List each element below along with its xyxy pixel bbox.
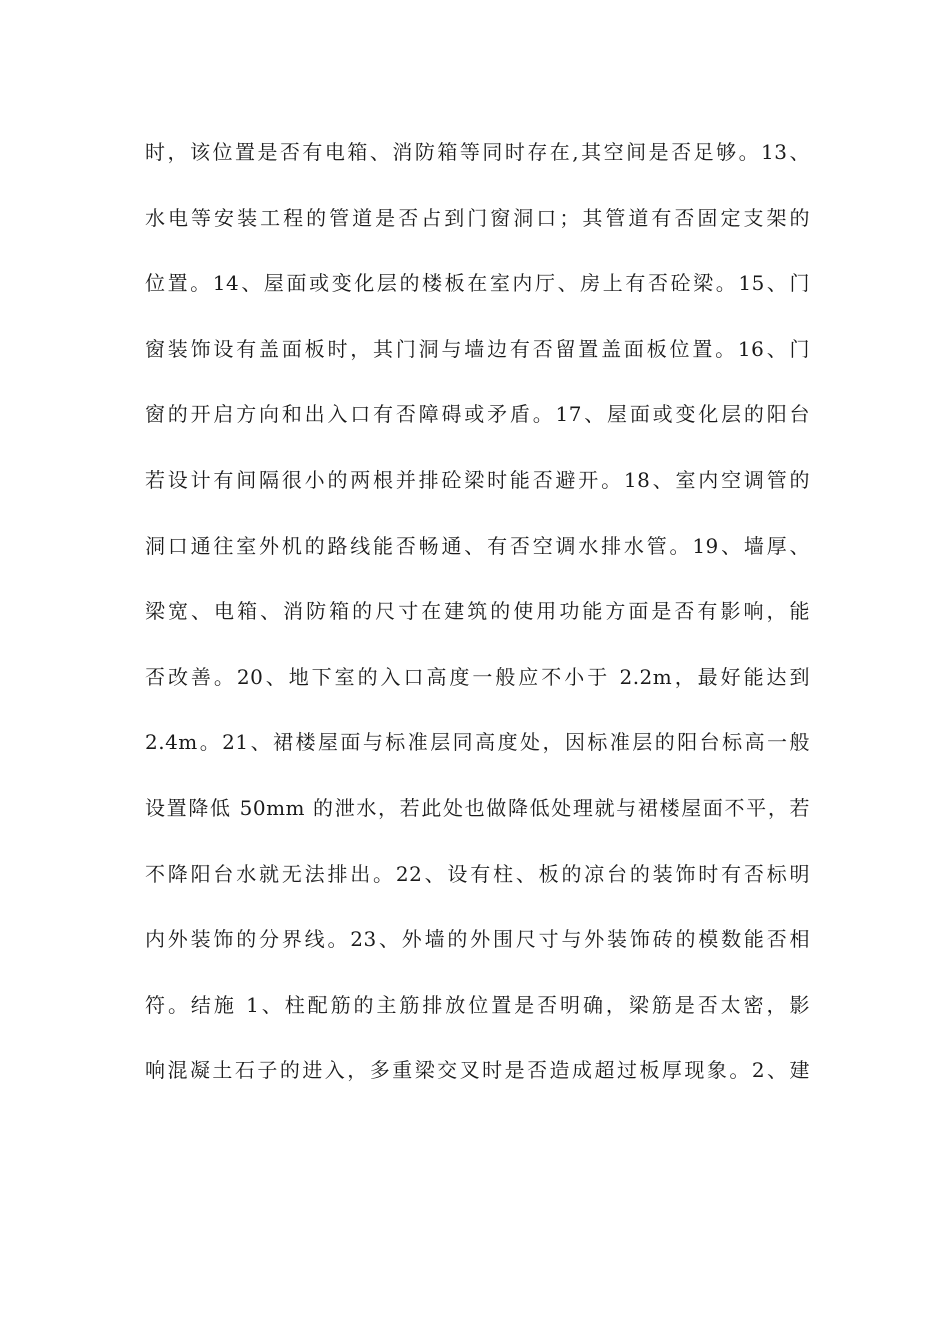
text-line: 位置。14、屋面或变化层的楼板在室内厅、房上有否砼梁。15、门	[145, 271, 810, 296]
text-line: 若设计有间隔很小的两根并排砼梁时能否避开。18、室内空调管的	[145, 467, 810, 492]
text-line: 设置降低 50mm 的泄水，若此处也做降低处理就与裙楼屋面不平，若	[145, 795, 810, 820]
text-line: 梁宽、电箱、消防箱的尺寸在建筑的使用功能方面是否有影响，能	[145, 599, 810, 624]
text-line: 窗的开启方向和出入口有否障碍或矛盾。17、屋面或变化层的阳台	[145, 402, 810, 427]
text-line: 否改善。20、地下室的入口高度一般应不小于 2.2m，最好能达到	[145, 664, 810, 689]
text-line: 不降阳台水就无法排出。22、设有柱、板的凉台的装饰时有否标明	[145, 861, 810, 886]
text-line: 洞口通往室外机的路线能否畅通、有否空调水排水管。19、墙厚、	[145, 533, 810, 558]
body-text	[145, 132, 810, 1116]
text-line: 时，该位置是否有电箱、消防箱等同时存在,其空间是否足够。13、	[145, 140, 810, 164]
text-line: 窗装饰设有盖面板时，其门洞与墙边有否留置盖面板位置。16、门	[145, 336, 810, 361]
text-line: 水电等安装工程的管道是否占到门窗洞口；其管道有否固定支架的	[145, 205, 810, 230]
text-line: 内外装饰的分界线。23、外墙的外围尺寸与外装饰砖的模数能否相	[145, 927, 810, 952]
text-line: 响混凝土石子的进入，多重梁交叉时是否造成超过板厚现象。2、建	[145, 1058, 810, 1083]
text-line: 2.4m。21、裙楼屋面与标准层同高度处，因标准层的阳台标高一般	[145, 730, 810, 755]
text-line: 符。结施 1、柱配筋的主筋排放位置是否明确，梁筋是否太密，影	[145, 992, 810, 1017]
